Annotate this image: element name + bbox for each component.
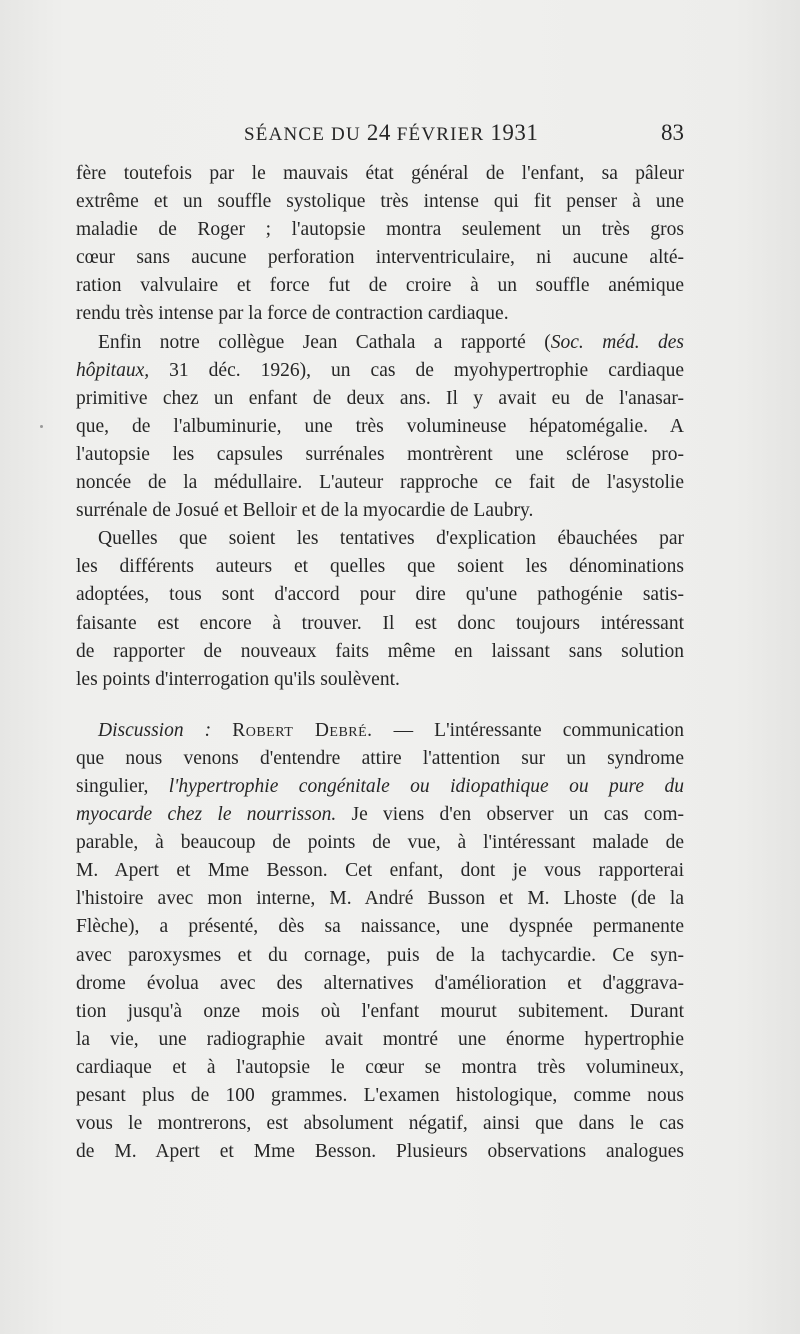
- text-run: — L'intéressante communication: [372, 719, 684, 741]
- text-line: [76, 717, 684, 745]
- body-text: [76, 160, 684, 1166]
- page-header: [76, 120, 684, 150]
- text-line: l'autopsie les capsules surrénales montrèrent une sclérose pro-: [76, 443, 684, 465]
- citation-journal: Soc. méd. des: [550, 331, 684, 353]
- text-line: M. Apert et Mme Besson. Cet enfant, dont je vous rapporterai: [76, 860, 684, 882]
- text-line: Quelles que soient les tentatives d'explication ébauchées par: [98, 528, 684, 550]
- text-line: tion jusqu'à onze mois où l'enfant mourut subitement. Durant: [76, 1000, 684, 1022]
- text-line: la vie, une radiographie avait montré une énorme hypertrophie: [76, 1028, 684, 1050]
- discussion-paragraph: [76, 717, 684, 1167]
- citation-journal-cont: hôpitaux,: [76, 359, 150, 381]
- text-line: Flèche), a présenté, dès sa naissance, une dyspnée permanente: [76, 916, 684, 938]
- syndrome-name: l'hypertrophie congénitale ou idiopathique ou pure du: [168, 775, 684, 797]
- text-line: [76, 801, 684, 829]
- text-line: vous le montrerons, est absolument négatif, ainsi que dans le cas: [76, 1113, 684, 1135]
- text-line: les différents auteurs et quelles que soient les dénominations: [76, 556, 684, 578]
- text-line: pesant plus de 100 grammes. L'examen histologique, comme nous: [76, 1085, 684, 1106]
- text-line: noncée de la médullaire. L'auteur rapproche ce fait de l'asystolie: [76, 472, 684, 494]
- text-line: rendu très intense par la force de contraction cardiaque.: [76, 303, 509, 325]
- text-line: parable, à beaucoup de points de vue, à l'intéressant malade de: [76, 832, 684, 854]
- paragraph-2: [76, 329, 684, 526]
- text-line: que nous venons d'entendre attire l'attention sur un syndrome: [76, 747, 684, 769]
- text-line: l'histoire avec mon interne, M. André Busson et M. Lhoste (de la: [76, 888, 684, 910]
- running-head-day: 24: [366, 120, 391, 145]
- section-gap: [76, 694, 684, 717]
- text-line: primitive chez un enfant de deux ans. Il y avait eu de l'anasar-: [76, 387, 684, 409]
- text-line: maladie de Roger ; l'autopsie montra seulement un très gros: [76, 219, 684, 241]
- discussion-label: Discussion :: [98, 719, 212, 741]
- text-line: que, de l'albuminurie, une très volumineuse hépatomégalie. A: [76, 415, 684, 437]
- paragraph-1: [76, 160, 684, 329]
- syndrome-name-cont: myocarde chez le nourrisson.: [76, 804, 337, 826]
- text-line: surrénale de Josué et Belloir et de la myocardie de Laubry.: [76, 500, 534, 522]
- text-line: de rapporter de nouveaux faits même en laissant sans solution: [76, 640, 684, 662]
- text-line: de M. Apert et Mme Besson. Plusieurs observations analogues: [76, 1141, 684, 1163]
- paragraph-3: [76, 525, 684, 694]
- running-head-year: 1931: [490, 120, 539, 145]
- text-line: [76, 773, 684, 801]
- text-line: les points d'interrogation qu'ils soulèvent.: [76, 668, 400, 690]
- text-line: cœur sans aucune perforation interventriculaire, ni aucune alté-: [76, 247, 684, 269]
- text-line: extrême et un souffle systolique très intense qui fit penser à une: [76, 191, 684, 213]
- text-run: Enfin notre collègue Jean Cathala a rapporté (: [98, 331, 551, 353]
- running-head-month: FÉVRIER: [390, 124, 491, 145]
- text-line: adoptées, tous sont d'accord pour dire qu'une pathogénie satis-: [76, 584, 684, 606]
- margin-mark: [40, 425, 43, 428]
- text-line: [76, 357, 684, 385]
- text-run: 31 déc. 1926), un cas de myohypertrophie cardiaque: [149, 359, 684, 381]
- running-head-prefix: SÉANCE DU: [244, 124, 367, 145]
- text-line: fère toutefois par le mauvais état général de l'enfant, sa pâleur: [76, 163, 684, 184]
- text-line: [76, 329, 684, 357]
- text-run: singulier,: [76, 775, 169, 797]
- text-line: drome évolua avec des alternatives d'amélioration et d'aggrava-: [76, 972, 684, 994]
- text-line: cardiaque et à l'autopsie le cœur se montra très volumineux,: [76, 1056, 684, 1078]
- text-line: faisante est encore à trouver. Il est donc toujours intéressant: [76, 612, 684, 634]
- text-line: ration valvulaire et force fut de croire à un souffle anémique: [76, 275, 684, 297]
- page-number: 83: [661, 120, 684, 145]
- text-run: Je viens d'en observer un cas com-: [336, 804, 684, 826]
- text-line: avec paroxysmes et du cornage, puis de la tachycardie. Ce syn-: [76, 944, 684, 966]
- speaker-name: Robert Debré.: [232, 719, 373, 741]
- running-head: [244, 120, 538, 146]
